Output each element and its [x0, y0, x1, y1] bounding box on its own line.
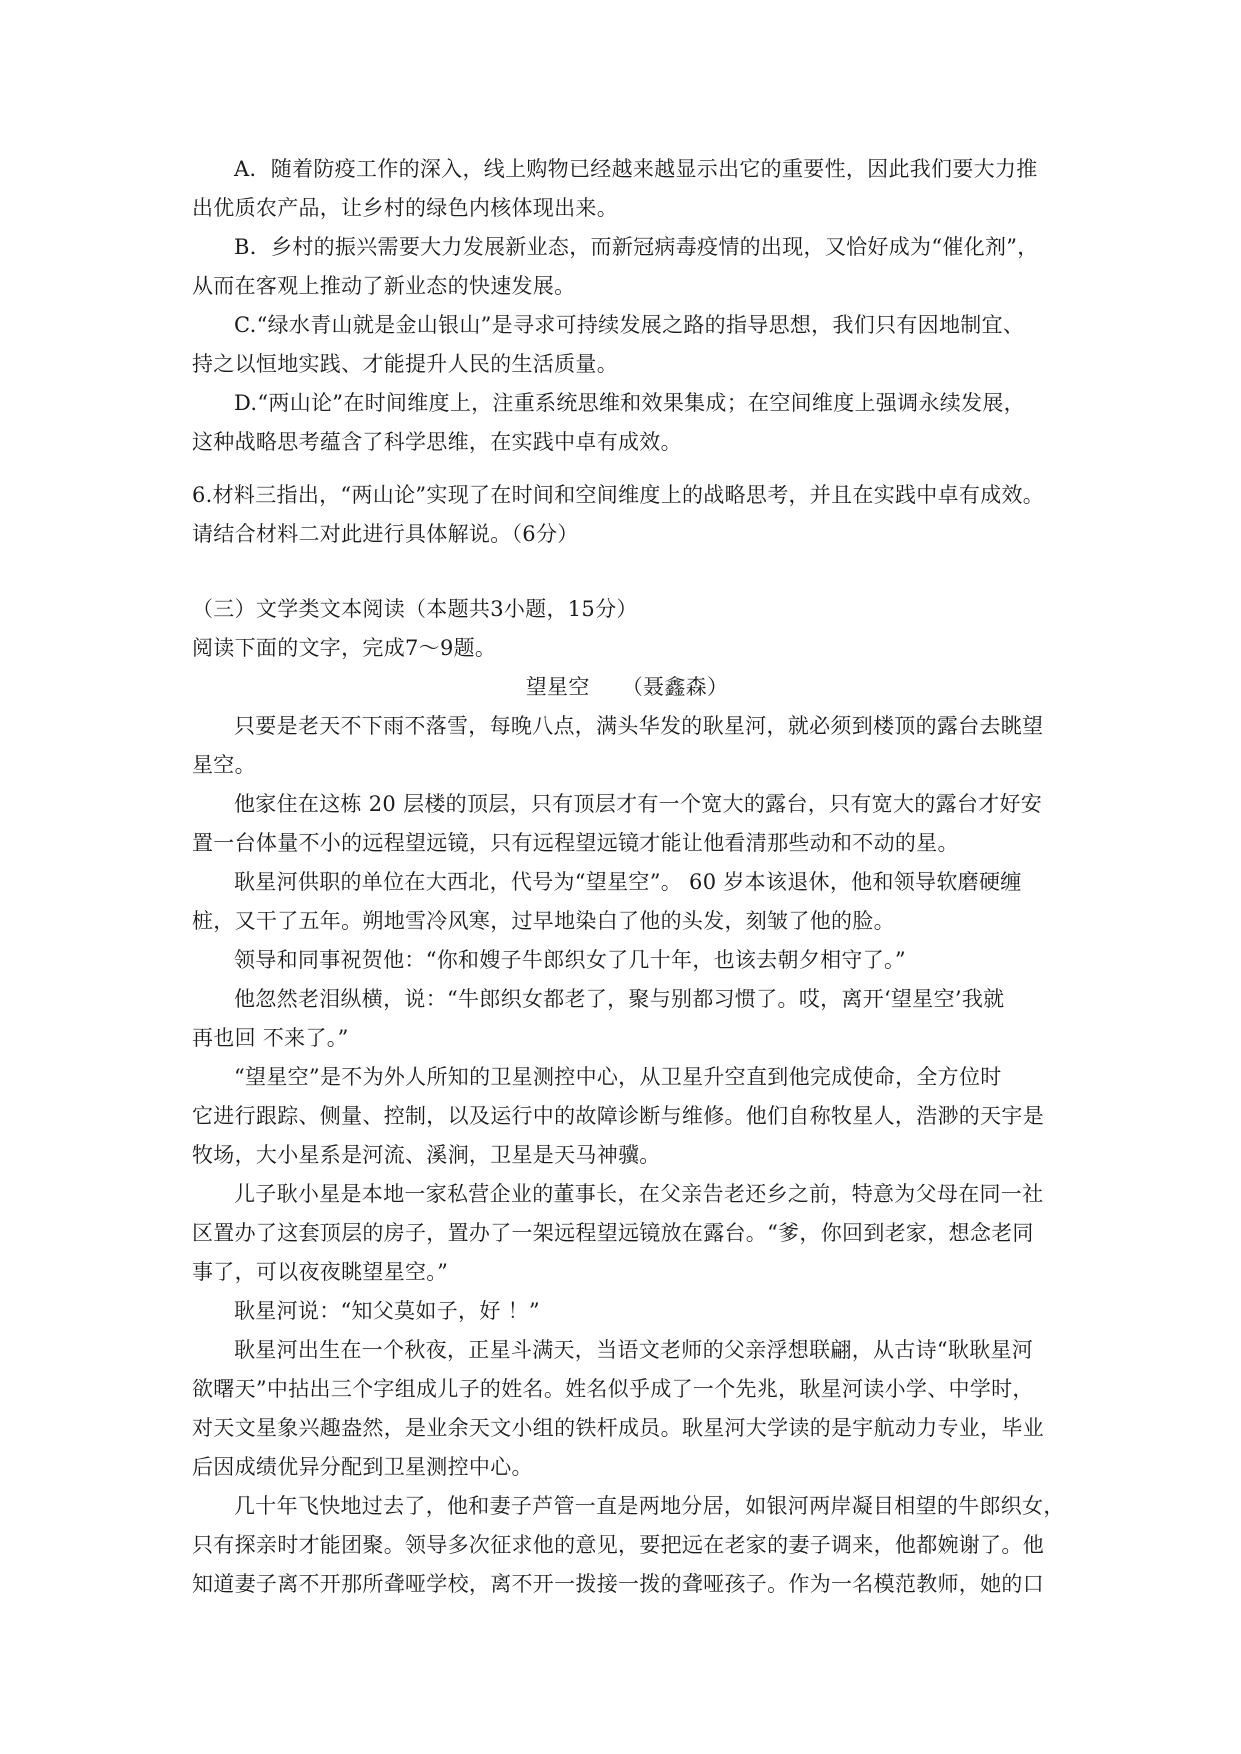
story-paragraph [192, 1175, 1062, 1292]
option-b-line-2: 从而在客观上推动了新业态的快速发展。 [192, 274, 576, 298]
option-d-line-2: 这种战略思考蕴含了科学思维，在实践中卓有成效。 [192, 430, 682, 454]
paragraph-line: 事了，可以夜夜眺望星空。” [192, 1260, 449, 1284]
option-a-line-2: 出优质农产品，让乡村的绿色内核体现出来。 [192, 196, 618, 220]
question-6-line-1: 6.材料三指出，“两山论”实现了在时间和空间维度上的战略思考，并且在实践中卓有成效。 [192, 483, 1045, 507]
section-instruction: 阅读下面的文字，完成7～9题。 [192, 636, 497, 660]
option-b-line-1: B．乡村的振兴需要大力发展新业态，而新冠病毒疫情的出现，又恰好成为“催化剂”， [234, 235, 1039, 259]
paragraph-line: 后因成绩优异分配到卫星测控中心。 [192, 1455, 533, 1479]
paragraph-line: “望星空”是不为外人所知的卫星测控中心，从卫星升空直到他完成使命，全方位时 [234, 1065, 1002, 1089]
paragraph-line: 欲曙天”中拈出三个字组成儿子的姓名。姓名似乎成了一个先兆，耿星河读小学、中学时， [192, 1377, 1034, 1401]
story-paragraph [192, 1331, 1062, 1487]
story-body [192, 707, 1065, 1604]
story-paragraph [192, 1487, 1065, 1604]
paragraph-line: 只要是老天不下雨不落雪，每晚八点，满头华发的耿星河，就必须到楼顶的露台去眺望 [234, 714, 1044, 738]
option-c [192, 306, 1062, 384]
option-c-line-1: C.“绿水青山就是金山银山”是寻求可持续发展之路的指导思想，我们只有因地制宜、 [234, 313, 1025, 337]
paragraph-line: 领导和同事祝贺他：“你和嫂子牛郎织女了几十年，也该去朝夕相守了。” [234, 948, 906, 972]
question-6-line-2: 请结合材料二对此进行具体解说。（6分） [192, 522, 579, 546]
option-a-line-1: A．随着防疫工作的深入，线上购物已经越来越显示出它的重要性，因此我们要大力推 [234, 157, 1038, 181]
paragraph-line: 耿星河说：“知父莫如子，好 ！” [234, 1299, 540, 1323]
story-paragraph [192, 941, 1062, 980]
paragraph-line: 他家住在这栋 20 层楼的顶层，只有顶层才有一个宽大的露台，只有宽大的露台才好安 [234, 792, 1043, 816]
story-paragraph [192, 863, 1062, 941]
paragraph-line: 星空。 [192, 753, 256, 777]
question-6 [192, 476, 1062, 554]
option-d-line-1: D.“两山论”在时间维度上，注重系统思维和效果集成；在空间维度上强调永续发展， [234, 391, 1025, 415]
paragraph-line: 只有探亲时才能团聚。领导多次征求他的意见，要把远在老家的妻子调来，他都婉谢了。他 [192, 1533, 1044, 1557]
option-c-line-2: 持之以恒地实践、才能提升人民的生活质量。 [192, 352, 618, 376]
paragraph-line: 牧场，大小星系是河流、溪涧，卫星是天马神骥。 [192, 1143, 661, 1167]
paragraph-line: 它进行跟踪、侧量、控制，以及运行中的故障诊断与维修。他们自称牧星人，浩渺的天宇是 [192, 1104, 1044, 1128]
option-a [192, 150, 1062, 228]
paragraph-line: 知道妻子离不开那所聋哑学校，离不开一拨接一拨的聋哑孩子。作为一名模范教师，她的口 [192, 1572, 1044, 1596]
paragraph-line: 儿子耿小星是本地一家私营企业的董事长，在父亲告老还乡之前，特意为父母在同一社 [234, 1182, 1044, 1206]
option-b [192, 228, 1062, 306]
story-title: 望星空 （聂鑫森） [525, 675, 729, 699]
paragraph-line: 再也回 不来了。” [192, 1026, 349, 1050]
story-paragraph [192, 1292, 1062, 1331]
story-paragraph [192, 707, 1062, 785]
paragraph-line: 耿星河供职的单位在大西北，代号为“望星空”。 60 岁本该退休，他和领导软磨硬缠 [234, 870, 1022, 894]
paragraph-line: 他忽然老泪纵横，说：“牛郎织女都老了，聚与别都习惯了。哎，离开‘望星空’我就 [234, 987, 1005, 1011]
paragraph-line: 对天文星象兴趣盎然，是业余天文小组的铁杆成员。耿星河大学读的是宇航动力专业，毕业 [192, 1416, 1044, 1440]
document-page [192, 150, 1065, 1604]
paragraph-line: 桩，又干了五年。朔地雪冷风寒，过早地染白了他的头发，刻皱了他的脸。 [192, 909, 895, 933]
paragraph-line: 几十年飞快地过去了，他和妻子芦管一直是两地分居，如银河两岸凝目相望的牛郎织女， [234, 1494, 1065, 1518]
option-d [192, 384, 1062, 462]
story-paragraph [192, 1058, 1062, 1175]
story-paragraph [192, 785, 1062, 863]
paragraph-line: 耿星河出生在一个秋夜，正星斗满天，当语文老师的父亲浮想联翩，从古诗“耿耿星河 [234, 1338, 1034, 1362]
story-paragraph [192, 980, 1062, 1058]
paragraph-line: 区置办了这套顶层的房子，置办了一架远程望远镜放在露台。“爹，你回到老家，想念老同 [192, 1221, 1034, 1245]
paragraph-line: 置一台体量不小的远程望远镜，只有远程望远镜才能让他看清那些动和不动的星。 [192, 831, 959, 855]
section-heading: （三）文学类文本阅读（本题共3小题，15分） [192, 597, 638, 621]
